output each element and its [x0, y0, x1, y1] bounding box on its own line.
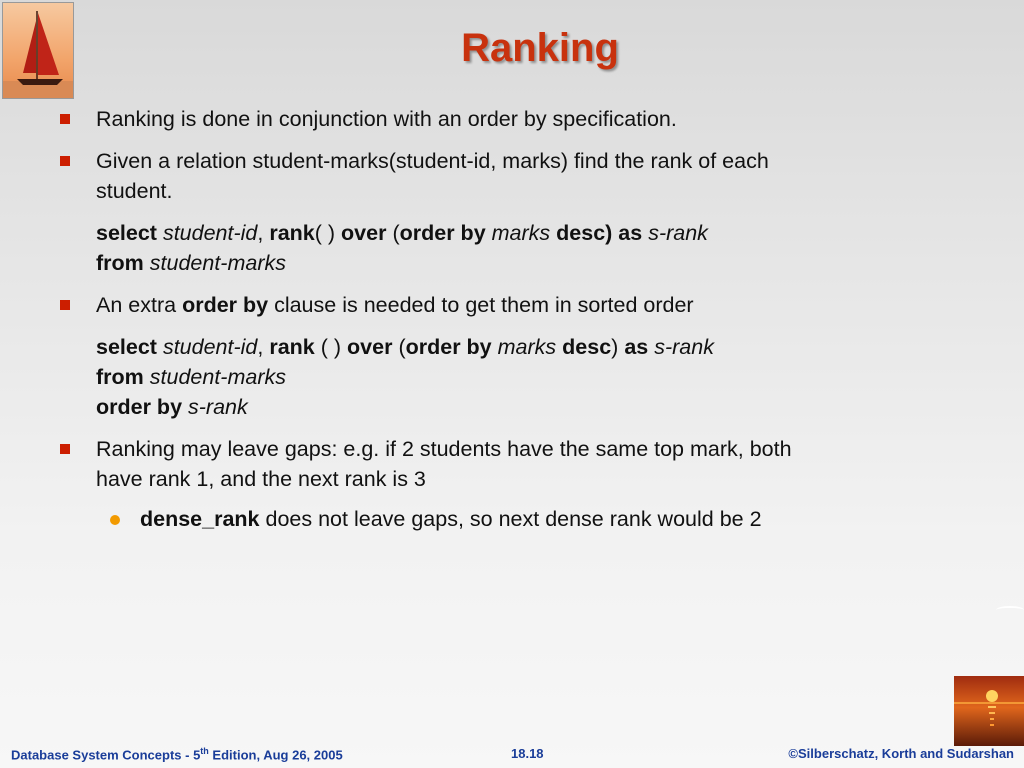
- round-bullet-icon: [110, 515, 120, 525]
- keyword: order by: [399, 221, 486, 245]
- sub-bullet-text-bold: dense_rank: [140, 507, 260, 531]
- bullet-text: have rank 1, and the next rank is 3: [96, 467, 426, 491]
- keyword: as: [624, 335, 649, 359]
- punct: ,: [257, 221, 264, 245]
- sub-bullet-item: [58, 504, 958, 534]
- slide-title: Ranking: [461, 26, 619, 70]
- footer-text: Edition, Aug 26, 2005: [212, 747, 343, 763]
- punct: ( ): [314, 221, 336, 245]
- code-line: [96, 218, 958, 248]
- sql-code-block: [58, 218, 958, 278]
- identifier: s-rank: [648, 221, 708, 245]
- code-line: [96, 362, 958, 392]
- sql-code-block: [58, 332, 958, 422]
- footer-copyright: ©Silberschatz, Korth and Sudarshan: [788, 746, 1014, 761]
- identifier: student-id: [162, 221, 258, 245]
- code-line: [96, 248, 958, 278]
- keyword: rank: [269, 221, 315, 245]
- code-line: [96, 332, 958, 362]
- sub-bullet-text: does not leave gaps, so next dense rank would be 2: [265, 507, 762, 531]
- square-bullet-icon: [60, 114, 70, 124]
- bullet-text: clause is needed to get them in sorted order: [274, 293, 694, 317]
- keyword: from: [96, 251, 144, 275]
- keyword: desc) as: [556, 221, 643, 245]
- keyword: select: [96, 335, 157, 359]
- bullet-text-bold: order by: [182, 293, 269, 317]
- identifier: student-id: [162, 335, 258, 359]
- identifier: marks: [497, 335, 557, 359]
- keyword: rank: [269, 335, 315, 359]
- footer-course-title: [11, 746, 343, 762]
- bullet-text: student.: [96, 179, 173, 203]
- bullet-item: [58, 290, 958, 320]
- identifier: student-marks: [149, 365, 286, 389]
- square-bullet-icon: [60, 300, 70, 310]
- keyword: order by: [96, 395, 183, 419]
- bullet-item: [58, 434, 958, 494]
- keyword: order by: [405, 335, 492, 359]
- slide-content: [58, 104, 958, 534]
- code-line: [96, 392, 958, 422]
- punct: (: [398, 335, 406, 359]
- keyword: desc: [562, 335, 612, 359]
- punct: ): [611, 335, 619, 359]
- identifier: s-rank: [654, 335, 714, 359]
- decorative-swoosh: [996, 606, 1024, 614]
- footer: [0, 744, 1024, 766]
- square-bullet-icon: [60, 444, 70, 454]
- punct: (: [392, 221, 400, 245]
- punct: ,: [257, 335, 264, 359]
- bullet-text: An extra: [96, 293, 177, 317]
- footer-text: Database System Concepts - 5: [11, 747, 201, 763]
- keyword: select: [96, 221, 157, 245]
- bullet-item: [58, 104, 958, 134]
- identifier: marks: [491, 221, 551, 245]
- square-bullet-icon: [60, 156, 70, 166]
- bullet-text: Given a relation student-marks(student-id, marks) find the rank of each: [96, 149, 769, 173]
- keyword: from: [96, 365, 144, 389]
- keyword: over: [341, 221, 387, 245]
- identifier: s-rank: [188, 395, 248, 419]
- punct: ( ): [320, 335, 342, 359]
- footer-sup: th: [200, 746, 209, 756]
- identifier: student-marks: [149, 251, 286, 275]
- bullet-text: Ranking is done in conjunction with an order by specification.: [96, 107, 677, 131]
- keyword: over: [347, 335, 393, 359]
- bullet-text: Ranking may leave gaps: e.g. if 2 students have the same top mark, both: [96, 437, 792, 461]
- bullet-item: [58, 146, 958, 206]
- footer-page-number: 18.18: [511, 746, 544, 761]
- sunset-logo: [954, 676, 1024, 746]
